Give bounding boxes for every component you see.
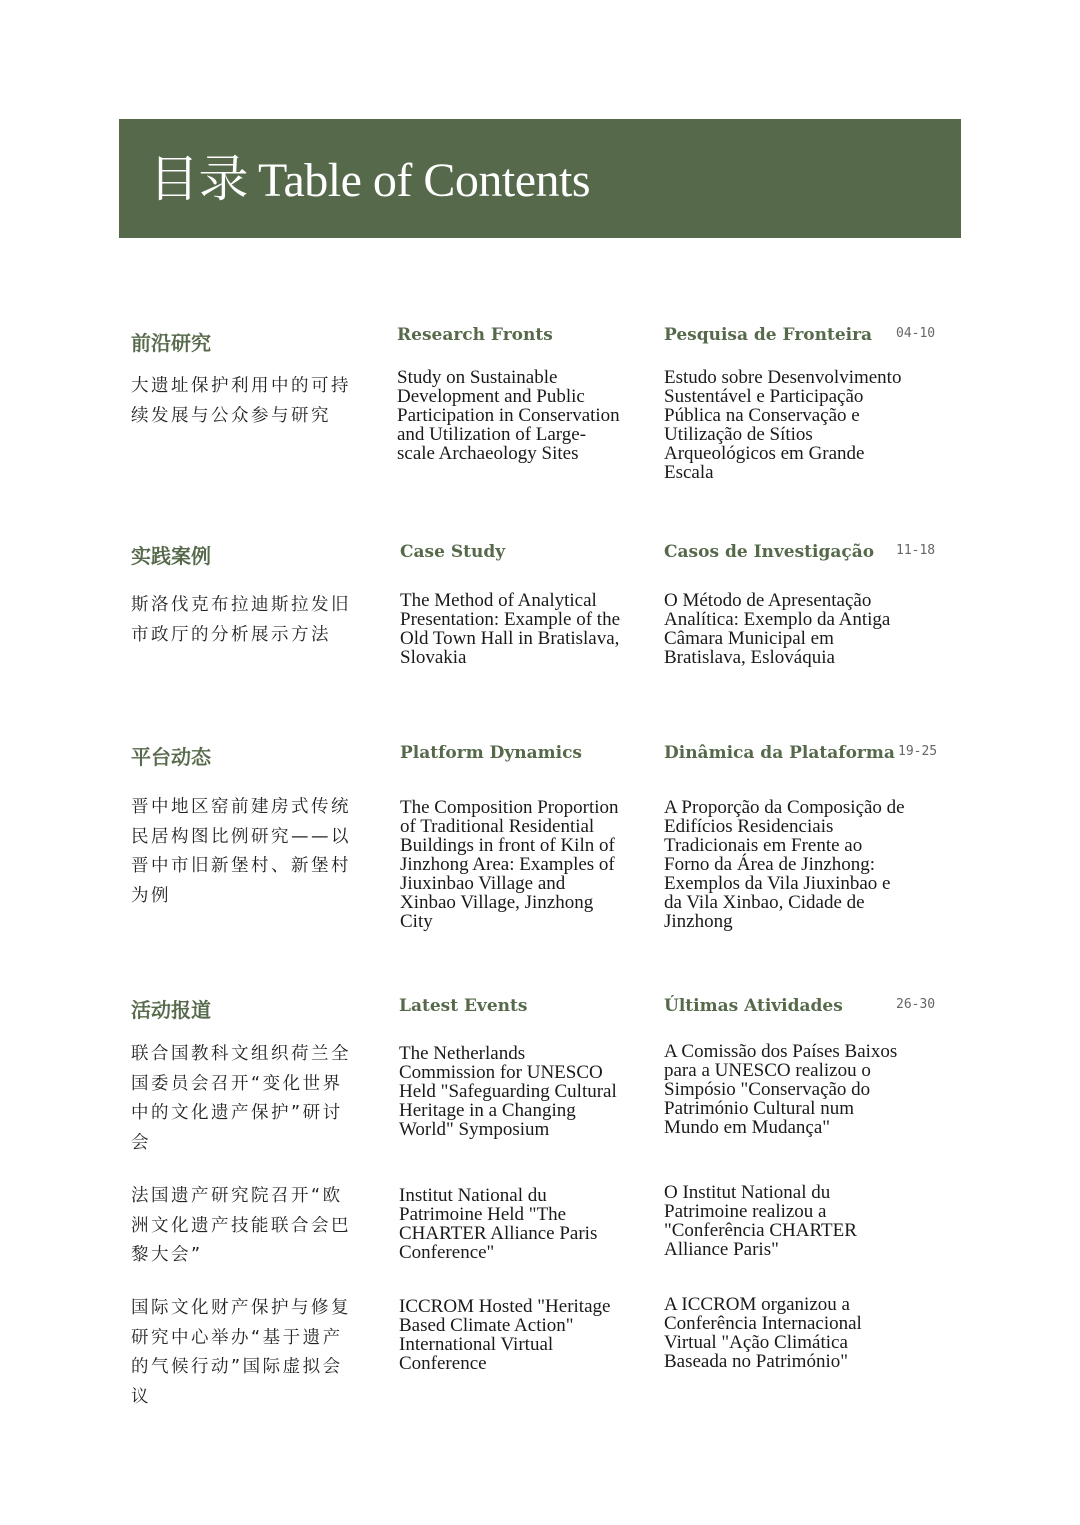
entry-title-zh: 法国遗产研究院召开“欧洲文化遗产技能联合会巴黎大会”: [131, 1186, 351, 1265]
entry-title-pt: A ICCROM organizou a Conferência Internacional Virtual "Ação Climática Baseada no Património": [664, 1294, 862, 1372]
section-heading-en: Case Study: [400, 542, 506, 562]
entry-title-en: Study on Sustainable Development and Public Participation in Conservation and Utilization of Large-scale Archaeology Sites: [397, 367, 620, 464]
page-title-zh: 目录: [149, 150, 248, 208]
entry-title-zh: 大遗址保护利用中的可持续发展与公众参与研究: [131, 376, 351, 426]
entry-title-pt: A Proporção da Composição de Edifícios Residenciais Tradicionais em Frente ao Forno da Área de Jinzhong: Exemplos da Vila Jiuxinbao e da Vila Xinbao, Cidade de Jinzhong: [664, 797, 905, 932]
entry-title-en: The Composition Proportion of Traditional Residential Buildings in front of Kiln of Jinzhong Area: Examples of Jiuxinbao Village and Xinbao Village, Jinzhong City: [400, 797, 619, 932]
section-heading-pt: Dinâmica da Plataforma: [664, 743, 895, 763]
page-title: [149, 141, 590, 219]
entry-title-pt: O Institut National du Patrimoine realizou a "Conferência CHARTER Alliance Paris": [664, 1182, 857, 1260]
entry-title-pt: A Comissão dos Países Baixos para a UNESCO realizou o Simpósio "Conservação do Património Cultural num Mundo em Mudança": [664, 1041, 898, 1138]
section-heading-pt: Últimas Atividades: [664, 996, 843, 1016]
section-page-range: 26-30: [896, 997, 936, 1012]
section-heading-zh: 前沿研究: [131, 331, 211, 355]
section-heading-pt: Pesquisa de Fronteira: [664, 325, 873, 345]
section-page-range: 04-10: [896, 326, 936, 341]
entry-title-zh: 联合国教科文组织荷兰全国委员会召开“变化世界中的文化遗产保护”研讨会: [131, 1044, 351, 1153]
entry-title-pt: O Método de Apresentação Analítica: Exemplo da Antiga Câmara Municipal em Bratislava, Eslováquia: [664, 590, 891, 668]
entry-title-pt: Estudo sobre Desenvolvimento Sustentável e Participação Pública na Conservação e Utilização de Sítios Arqueológicos em Grande Escala: [664, 367, 902, 483]
section-heading-en: Platform Dynamics: [400, 743, 582, 763]
section-heading-en: Research Fronts: [397, 325, 553, 345]
section-page-range: 11-18: [896, 543, 936, 558]
section-heading-zh: 实践案例: [131, 544, 211, 568]
entry-title-en: ICCROM Hosted "Heritage Based Climate Action" International Virtual Conference: [399, 1296, 611, 1374]
section-page-range: 19-25: [898, 744, 938, 759]
page-title-en: Table of Contents: [258, 154, 591, 207]
section-heading-zh: 平台动态: [131, 745, 211, 769]
entry-title-zh: 晋中地区窑前建房式传统民居构图比例研究——以晋中市旧新堡村、新堡村为例: [131, 797, 351, 906]
entry-title-zh: 斯洛伐克布拉迪斯拉发旧市政厅的分析展示方法: [131, 595, 351, 645]
entry-title-zh: 国际文化财产保护与修复研究中心举办“基于遗产的气候行动”国际虚拟会议: [131, 1298, 351, 1407]
section-heading-zh: 活动报道: [131, 998, 211, 1022]
section-heading-en: Latest Events: [399, 996, 528, 1016]
entry-title-en: The Netherlands Commission for UNESCO Held "Safeguarding Cultural Heritage in a Changing World" Symposium: [399, 1043, 617, 1140]
section-heading-pt: Casos de Investigação: [664, 542, 875, 562]
toc-banner: [119, 119, 961, 238]
entry-title-en: Institut National du Patrimoine Held "The CHARTER Alliance Paris Conference": [399, 1185, 598, 1263]
entry-title-en: The Method of Analytical Presentation: Example of the Old Town Hall in Bratislava, Slovakia: [400, 590, 621, 668]
